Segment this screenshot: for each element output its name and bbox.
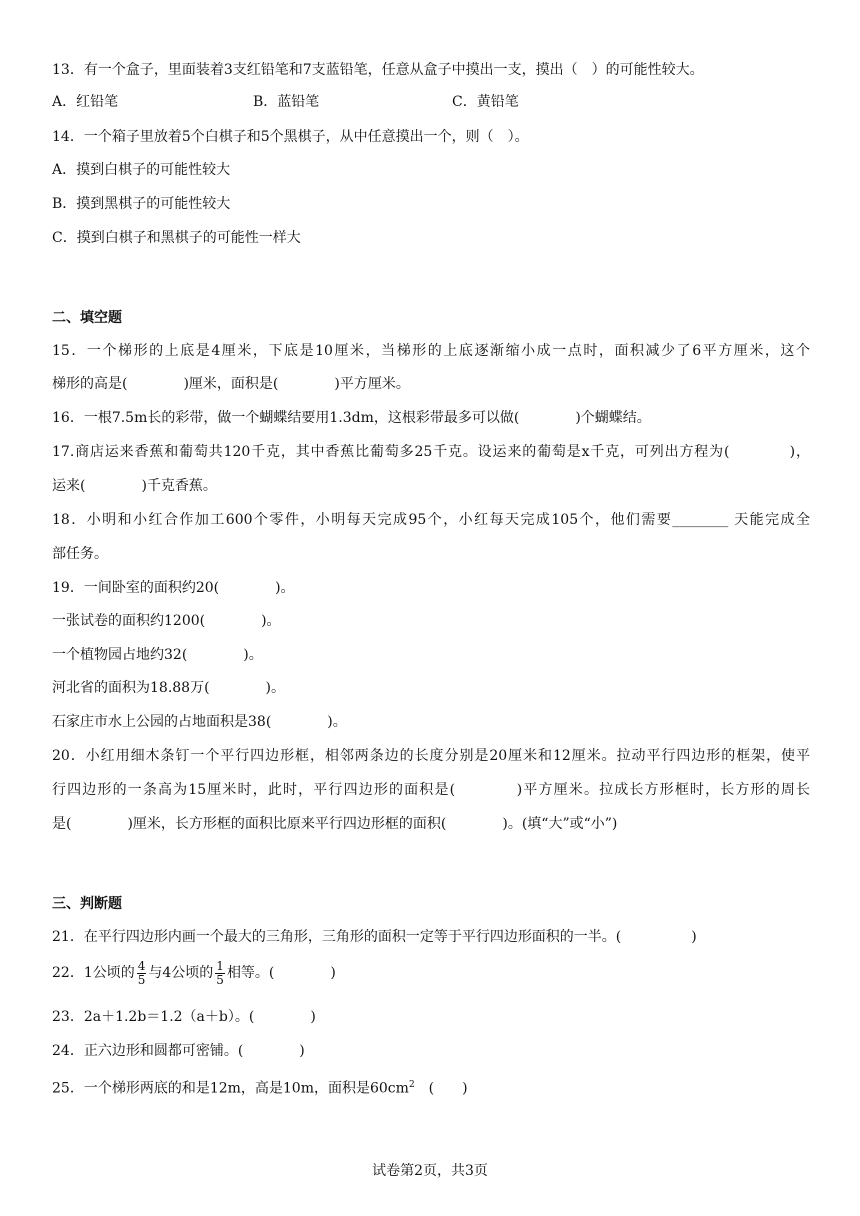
q17-line1: 17.商店运来香蕉和葡萄共120千克，其中香蕉比葡萄多25千克。设运来的葡萄是x千克，可列出方程为( )， [52,444,810,460]
section-title-true-false: 三、判断题 [52,896,122,912]
q24: 24．正六边形和圆都可密铺。( ) [52,1043,305,1059]
q19-line4: 河北省的面积为18.88万( )。 [52,680,286,696]
q22-suffix: 相等。( ) [226,965,336,981]
q25-text: 25．一个梯形两底的和是12m，高是10m，面积是60cm [52,1080,409,1097]
q14-option-b: B．摸到黑棋子的可能性较大 [52,196,231,212]
q19-line5: 石家庄市水上公园的占地面积是38( )。 [52,714,347,730]
q25 [52,1075,468,1099]
fraction-denominator: 5 [137,972,146,987]
q16: 16．一根7.5m长的彩带，做一个蝴蝶结要用1.3dm，这根彩带最多可以做( )个蝴蝶结。 [52,410,651,426]
q19-line2: 一张试卷的面积约1200( )。 [52,613,281,629]
q14-option-c: C．摸到白棋子和黑棋子的可能性一样大 [52,230,301,246]
q14-option-a: A．摸到白棋子的可能性较大 [52,162,231,178]
q13-option-c: C．黄铅笔 [452,94,519,110]
q13-option-b: B．蓝铅笔 [253,94,320,110]
q20-line2: 行四边形的一条高为15厘米时，此时，平行四边形的面积是( )平方厘米。拉成长方形框时，长方形的周长 [52,782,810,798]
page-footer: 试卷第2页，共3页 [372,1163,488,1179]
q15-line1: 15．一个梯形的上底是4厘米，下底是10厘米，当梯形的上底逐渐缩小成一点时，面积减少了6平方厘米，这个 [52,343,810,359]
q14-stem: 14．一个箱子里放着5个白棋子和5个黑棋子，从中任意摸出一个，则（ ）。 [52,129,529,145]
q18-line2: 部任务。 [52,546,108,562]
q22-middle: 与4公顷的 [148,965,214,981]
q18-line1: 18．小明和小红合作加工600个零件，小明每天完成95个，小红每天完成105个，他们需要________ 天能完成全 [52,512,810,528]
q21: 21．在平行四边形内画一个最大的三角形，三角形的面积一定等于平行四边形面积的一半。( ) [52,929,697,945]
q19-line1: 19．一间卧室的面积约20( )。 [52,580,295,596]
q20-line1: 20．小红用细木条钉一个平行四边形框，相邻两条边的长度分别是20厘米和12厘米。拉动平行四边形的框架，使平 [52,748,810,764]
fraction-one-fifth [215,960,225,987]
fraction-four-fifths [137,960,147,987]
q15-line2: 梯形的高是( )厘米，面积是( )平方厘米。 [52,376,410,392]
q25-superscript: 2 [408,1080,415,1090]
section-title-fill-in: 二、填空题 [52,310,122,326]
fraction-numerator: 1 [216,958,224,973]
q17-line2: 运来( )千克香蕉。 [52,478,217,494]
q22-prefix: 22．1公顷的 [52,965,135,981]
fraction-numerator: 4 [137,958,146,973]
q13-option-a: A．红铅笔 [52,94,119,110]
q13-stem: 13．有一个盒子，里面装着3支红铅笔和7支蓝铅笔，任意从盒子中摸出一支，摸出（ ）的可能性较大。 [52,62,704,78]
q19-line3: 一个植物园占地约32( )。 [52,647,263,663]
q20-line3: 是( )厘米，长方形框的面积比原来平行四边形框的面积( )。(填“大”或“小”) [52,816,618,832]
q25-tail: ( ) [414,1080,468,1097]
q23: 23．2a＋1.2b＝1.2（a＋b）。( ) [52,1009,316,1025]
q22 [52,958,336,988]
fraction-denominator: 5 [216,972,224,987]
